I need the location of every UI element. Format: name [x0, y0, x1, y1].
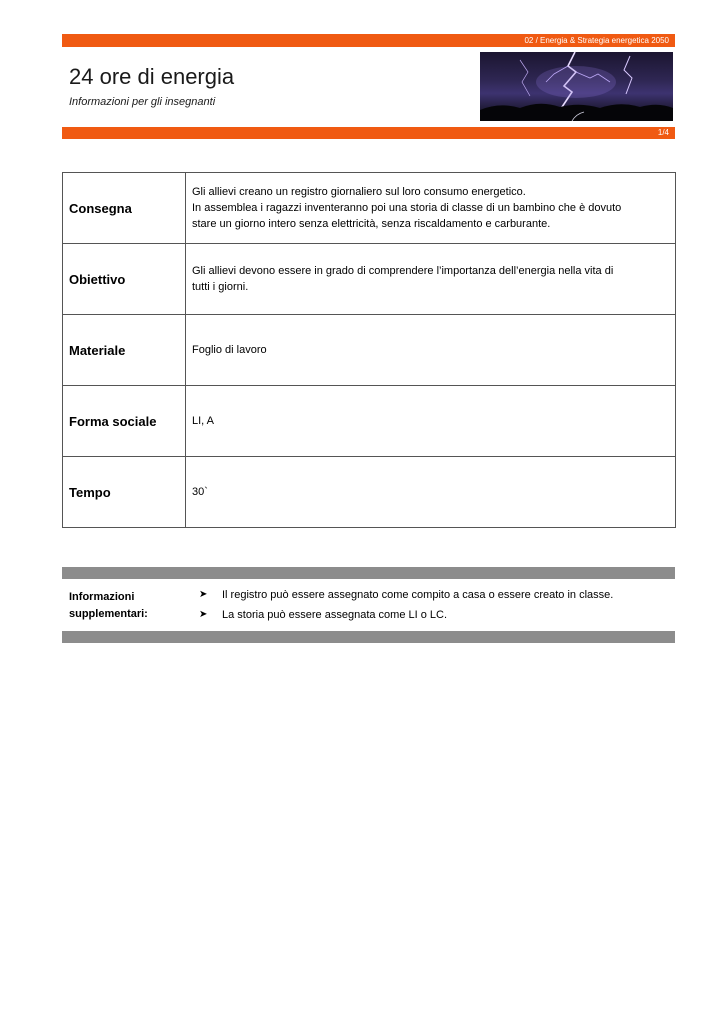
- header-top-bar: [62, 34, 675, 47]
- page-number: 1/4: [657, 128, 669, 137]
- value-line: Gli allievi devono essere in grado di comprendere l’importanza dell’energia nella vita di: [192, 265, 614, 277]
- lightning-photo: [480, 52, 673, 121]
- value-line: tutti i giorni.: [192, 281, 249, 293]
- table-row: [63, 457, 676, 528]
- supplementary-label-line: supplementari:: [69, 608, 148, 620]
- series-label: 02 / Energia & Strategia energetica 2050: [524, 36, 669, 45]
- supplementary-list: [199, 585, 613, 625]
- value-line: LI, A: [192, 415, 215, 427]
- table-row: [63, 244, 676, 315]
- header-bottom-bar: [62, 127, 675, 139]
- value-line: In assemblea i ragazzi inventeranno poi una storia di classe di un bambino che è dovuto: [192, 202, 622, 214]
- page-title: 24 ore di energia: [69, 64, 235, 89]
- arrow-bullet-icon: ➤: [199, 589, 208, 600]
- row-value-consegna: [186, 173, 676, 244]
- row-label-materiale: Materiale: [63, 315, 186, 386]
- row-value-forma-sociale: [186, 386, 676, 457]
- value-line: 30`: [192, 486, 208, 498]
- row-label-forma-sociale: Forma sociale: [63, 386, 186, 457]
- row-label-consegna: Consegna: [63, 173, 186, 244]
- supplementary-label-line: Informazioni: [69, 591, 135, 603]
- row-value-tempo: [186, 457, 676, 528]
- row-label-obiettivo: Obiettivo: [63, 244, 186, 315]
- value-line: Gli allievi creano un registro giornaliero sul loro consumo energetico.: [192, 186, 526, 198]
- list-item: [199, 605, 613, 625]
- arrow-bullet-icon: ➤: [199, 609, 208, 620]
- row-value-obiettivo: [186, 244, 676, 315]
- value-line: stare un giorno intero senza elettricità, senza riscaldamento e carburante.: [192, 218, 551, 230]
- row-value-materiale: [186, 315, 676, 386]
- supplementary-bottom-divider: [62, 631, 675, 643]
- list-item-text: La storia può essere assegnata come LI o LC.: [222, 609, 448, 621]
- list-item-text: Il registro può essere assegnato come compito a casa o essere creato in classe.: [222, 589, 614, 601]
- table-row: [63, 386, 676, 457]
- value-line: Foglio di lavoro: [192, 344, 267, 356]
- lesson-info-table: [62, 172, 676, 528]
- list-item: [199, 585, 613, 605]
- row-label-tempo: Tempo: [63, 457, 186, 528]
- lightning-image-icon: [480, 52, 673, 121]
- supplementary-label: [69, 589, 148, 623]
- supplementary-top-divider: [62, 567, 675, 579]
- page-subtitle: Informazioni per gli insegnanti: [69, 96, 216, 108]
- table-row: [63, 173, 676, 244]
- table-row: [63, 315, 676, 386]
